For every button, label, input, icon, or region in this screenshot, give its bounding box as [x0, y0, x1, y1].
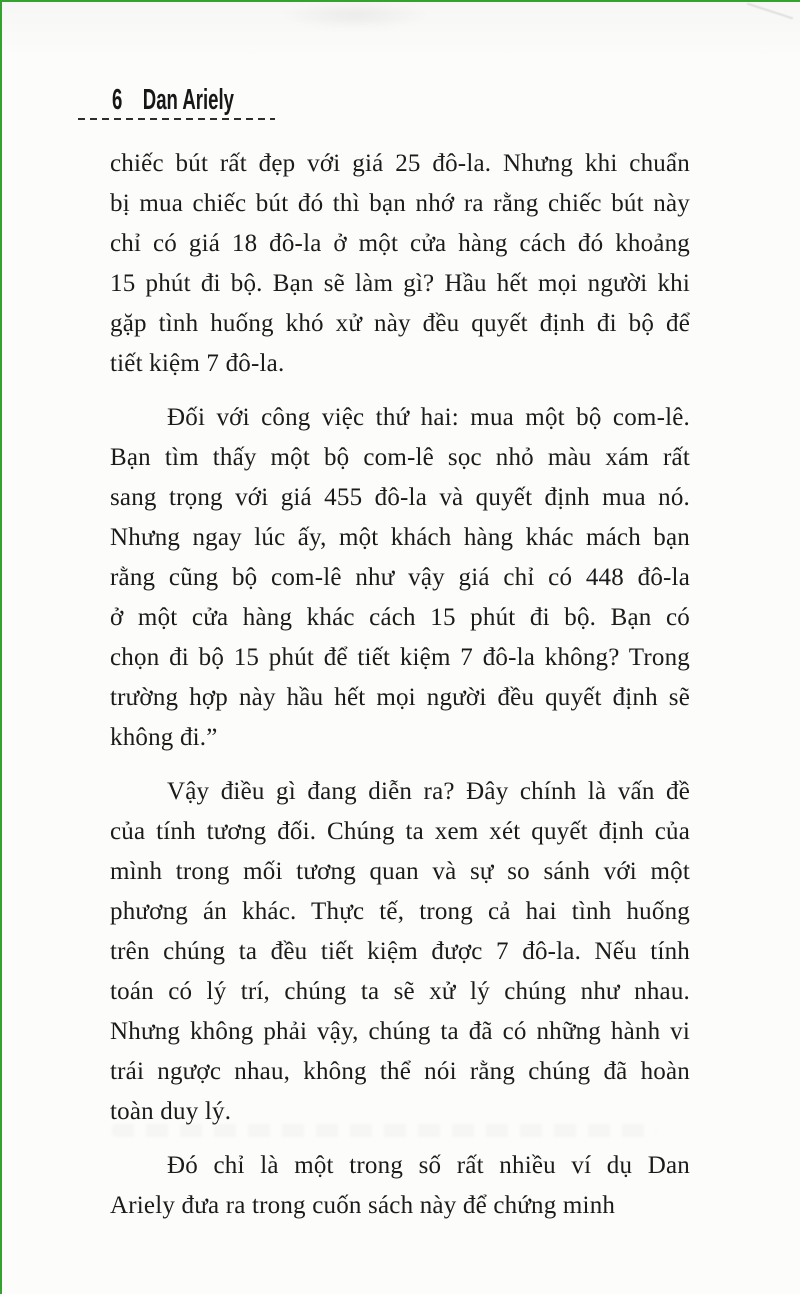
text-line: của tính tương đối. Chúng ta xem xét quyết định của: [110, 818, 690, 845]
text-line: Đối với công việc thứ hai: mua một bộ com-lê.: [167, 404, 690, 431]
text-line: toán có lý trí, chúng ta sẽ xử lý chúng như nhau.: [110, 978, 690, 1005]
text-line: sang trọng với giá 455 đô-la và quyết định mua nó.: [110, 484, 690, 511]
page-header: [112, 86, 234, 116]
text-line: trường hợp này hầu hết mọi người đều quyết định sẽ: [110, 684, 690, 711]
text-line: toàn duy lý.: [110, 1098, 232, 1125]
text-line: chọn đi bộ 15 phút để tiết kiệm 7 đô-la không? Trong: [110, 644, 690, 671]
text-line: Nhưng ngay lúc ấy, một khách hàng khác mách bạn: [110, 524, 690, 551]
text-line: mình trong mối tương quan và sự so sánh với một: [110, 858, 690, 885]
text-line: 15 phút đi bộ. Bạn sẽ làm gì? Hầu hết mọi người khi: [110, 270, 690, 297]
text-line: trên chúng ta đều tiết kiệm được 7 đô-la. Nếu tính: [110, 938, 690, 965]
page-body: [110, 144, 690, 1226]
text-line: gặp tình huống khó xử này đều quyết định đi bộ để: [110, 310, 690, 337]
scan-scratch: [747, 3, 793, 20]
header-dashed-rule: [78, 118, 275, 120]
text-line: Bạn tìm thấy một bộ com-lê sọc nhỏ màu xám rất: [110, 444, 690, 471]
author-name: Dan Ariely: [142, 84, 234, 116]
text-line: Nhưng không phải vậy, chúng ta đã có những hành vi: [110, 1018, 690, 1045]
paragraph: [110, 1146, 690, 1226]
text-line: Đó chỉ là một trong số rất nhiều ví dụ Dan: [167, 1152, 690, 1179]
scan-smudge: [280, 0, 430, 30]
text-line: không đi.”: [110, 724, 218, 751]
text-line: ở một cửa hàng khác cách 15 phút đi bộ. Bạn có: [110, 604, 690, 631]
text-line: chỉ có giá 18 đô-la ở một cửa hàng cách đó khoảng: [110, 230, 690, 257]
text-line: Vậy điều gì đang diễn ra? Đây chính là vấn đề: [167, 778, 690, 805]
text-line: phương án khác. Thực tế, trong cả hai tình huống: [110, 898, 690, 925]
paragraph: [110, 772, 690, 1132]
page-number: 6: [112, 84, 123, 116]
paragraph: [110, 398, 690, 758]
text-line: tiết kiệm 7 đô-la.: [110, 350, 285, 377]
text-line: rằng cũng bộ com-lê như vậy giá chỉ có 448 đô-la: [110, 564, 690, 591]
text-line: Ariely đưa ra trong cuốn sách này để chứng minh: [110, 1192, 616, 1219]
text-line: trái ngược nhau, không thể nói rằng chúng đã hoàn: [110, 1058, 690, 1085]
paragraph: [110, 144, 690, 384]
text-line: chiếc bút rất đẹp với giá 25 đô-la. Nhưng khi chuẩn: [110, 150, 690, 177]
scan-edge-left: [0, 0, 2, 1294]
scan-edge-top: [0, 0, 800, 2]
text-line: bị mua chiếc bút đó thì bạn nhớ ra rằng chiếc bút này: [110, 190, 690, 217]
bleed-through-text: [112, 1124, 657, 1137]
